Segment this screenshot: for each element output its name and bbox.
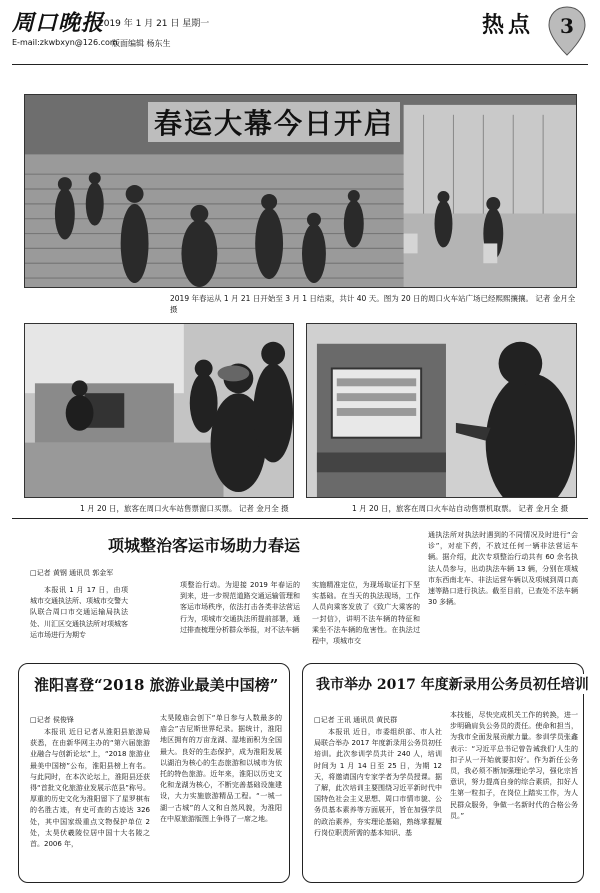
- ticket-window-photo: [24, 323, 294, 498]
- masthead-rule: [12, 64, 588, 65]
- article3-byline: □记者 王讯 通讯员 黄民群: [314, 716, 398, 724]
- article1-column-3: 实施精准定位，为现场取证打下坚实基础。在当天的执法现场，工作人员向乘客发放了《致广大乘客的一封信》，讲明不法车辆的特征和乘坐不法车辆的危害性。在执法过程中，项城市交: [312, 581, 420, 646]
- article1-column-2: 项整治行动。为迎接 2019 年春运的到来，进一步规范道路交通运输管理和客运市场秩序，依法打击各类非法营运行为，项城市交通执法所提前部署，通过排查梳理分析群众举报，对不法车辆: [180, 581, 300, 634]
- section-title: 热点: [482, 12, 535, 38]
- article3-headline: 我市举办 2017 年度新录用公务员初任培训: [312, 674, 593, 694]
- hero-caption: 2019 年春运从 1 月 21 日开始至 3 月 1 日结束，共计 40 天。图为 20 日的周口火车站广场已经熙熙攘攘。 记者 金月全 摄: [170, 294, 576, 314]
- issue-date: 2019 年 1 月 21 日 星期一: [98, 19, 210, 29]
- ticket-machine-caption: 1 月 20 日，旅客在周口火车站自动售票机取票。 记者 金月全 摄: [352, 504, 569, 513]
- contact-email: E-mail:zkwbxyn@126.com: [12, 38, 118, 47]
- photo-section-rule: [12, 518, 588, 519]
- article3-column-2: 本技能，尽快完成机关工作的转换，进一步明确肩负公务员的责任。使命和担当，为我市全面发展贡献力量。参训学员张鑫表示：“习近平总书记曾告诫我们‘人生的扣子从一开始就要扣好’。作为新任公务员，我必须不断加强理论学习，强化宗旨意识，努力提高自身的综合素质，扣好人生第一粒扣子，在岗位上踏实工作，为人民群众服务，争做一名新时代的合格公务员。”: [450, 711, 578, 820]
- article1-column-4: 通执法所对执法时遇到的不同情况及时进行“会诊”，对症下药，不放过任何一辆非法营运车辆。据介绍，此次专项整治行动共有 60 余名执法人员参与，出动执法车辆 13 辆，分别在项城市东西南北车、非法运营车辆以及项城到周口高速等路口进行执法。截至目前，已查处不法车辆 30 多辆。: [428, 531, 578, 607]
- ticket-window-caption: 1 月 20 日，旅客在周口火车站售票窗口买票。 记者 金月全 摄: [80, 504, 289, 513]
- page-number-badge: [548, 6, 586, 56]
- location-pin-icon: [548, 6, 586, 56]
- article1-headline: 项城整治客运市场助力春运: [108, 536, 301, 555]
- page-number: 3: [560, 14, 574, 38]
- editor-credits: 版面编辑 杨东生: [112, 39, 171, 48]
- article2-column-2: 太昊陵庙会创下“单日参与人数最多的庙会”吉尼斯世界纪录。据统计，淮阳地区拥有的万亩龙湖、湿地面积为全国最大。良好的生态保护，成为淮阳发展以湖泊为核心的生态旅游和以城市为依托的特色旅游。近年来，淮阳以历史文化和龙湖为核心，不断完善基础设施建设，大力实施旅游精品工程。“一城一湖一古城”的人文和自然风貌，为淮阳在中原旅游版图上争得了一席之地。: [160, 714, 282, 823]
- article1-column-1: 本报讯 1 月 17 日，由项城市交通执法所、项城市交警大队联合周口市交通运输局执法处、川汇区交通执法所对项城客运市场进行为期专: [30, 586, 128, 639]
- ticket-machine-photo: [306, 323, 577, 498]
- article2-headline: 淮阳喜登“2018 旅游业最美中国榜”: [30, 674, 282, 695]
- article2-byline: □记者 侯俊锋: [30, 716, 74, 724]
- masthead: [12, 6, 588, 66]
- article3-column-1: 本报讯 近日，市委组织部、市人社局联合举办 2017 年度新录用公务员初任培训。此次参训学员共计 240 人，培训时间为 1 月 14 日至 25 日，为期 12 天，将邀请国内专家学者为学员授课。据了解，此次培训主要围绕习近平新时代中国特色社会主义思想、周口市情市貌、公务员基本素养等方面展开，旨在加强学员的政治素养，夯实理论基础，熟练掌握履行岗位职责所需的基本知识、基: [314, 728, 442, 837]
- newspaper-logo: 周口晚报: [12, 10, 105, 36]
- hero-headline: 春运大幕今日开启: [148, 102, 400, 142]
- article2-column-1: 本报讯 近日记者从淮阳县旅游局获悉，在由新华网主办的“第六届旅游业融合与创新论坛”上，“2018 旅游业最美中国榜”公布，淮阳县榜上有名。与此同时，在本次论坛上，淮阳县还获得“首批文化旅游业发展示范县”称号。厚重的历史文化为淮阳留下了星罗棋布的名胜古迹，有史可查的古迹达 326 处，其中国家级重点文物保护单位 2 处，太昊伏羲陵位居中国十大名陵之首。2006 年，: [30, 728, 150, 849]
- article1-byline: □记者 黄钢 通讯员 郭金军: [30, 569, 114, 577]
